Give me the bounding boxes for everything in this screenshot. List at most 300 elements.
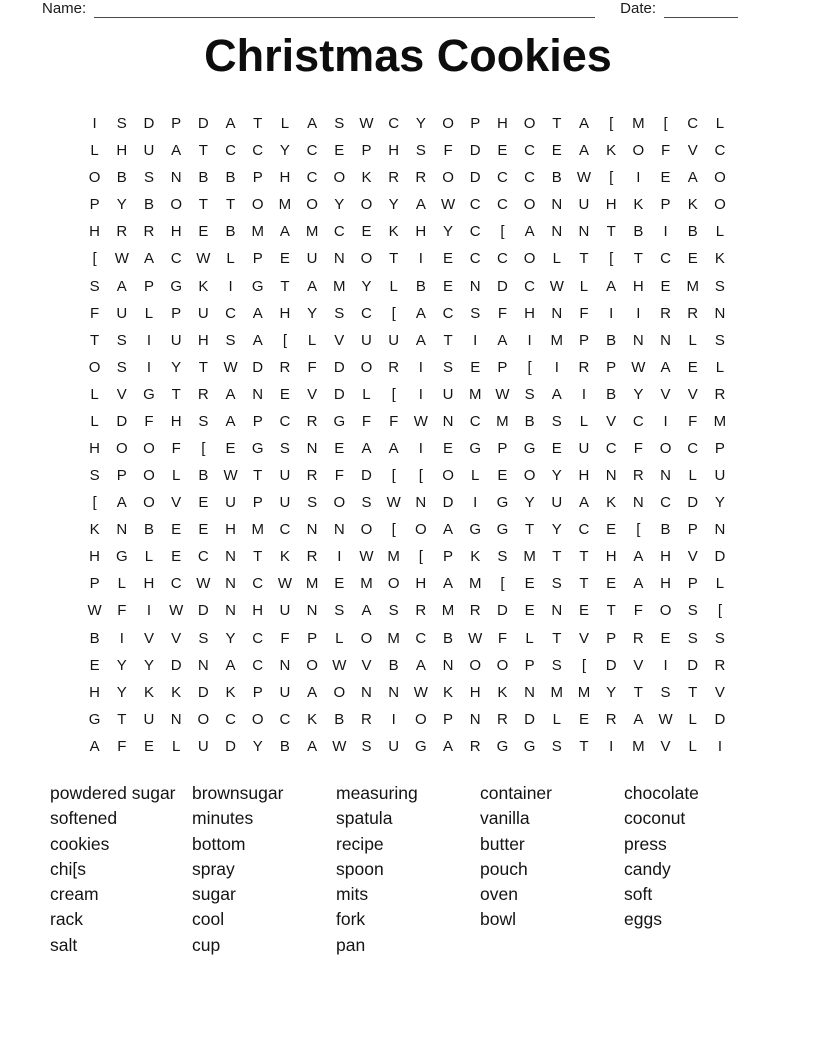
grid-letter: R (116, 223, 128, 241)
grid-letter: E (524, 575, 535, 593)
grid-letter: N (660, 467, 671, 485)
word-item: pouch (480, 858, 528, 879)
grid-letter: N (632, 331, 644, 349)
grid-letter: O (415, 710, 427, 728)
grid-letter: O (251, 710, 264, 728)
grid-letter: P (578, 331, 589, 349)
grid-letter: M (468, 575, 482, 593)
grid-letter: R (279, 358, 291, 376)
grid-letter: H (279, 304, 291, 322)
grid-letter: B (334, 710, 345, 728)
grid-row (81, 733, 734, 760)
grid-letter: A (307, 277, 318, 295)
grid-letter: N (388, 683, 400, 701)
grid-letter: P (252, 250, 263, 268)
grid-letter: A (361, 439, 372, 457)
grid-letter: A (116, 494, 127, 512)
grid-letter: N (660, 331, 671, 349)
grid-letter: S (89, 467, 100, 485)
grid-letter: H (116, 142, 128, 160)
grid-letter: U (551, 494, 563, 512)
grid-letter: G (496, 494, 509, 512)
grid-letter: I (663, 223, 668, 241)
grid-letter: S (470, 304, 481, 322)
grid-letter: C (225, 304, 236, 322)
grid-letter: B (415, 277, 426, 295)
grid-letter: E (578, 602, 589, 620)
grid-letter: P (687, 575, 698, 593)
grid-letter: U (578, 196, 590, 214)
grid-letter: C (714, 142, 726, 160)
grid-letter: S (361, 737, 372, 755)
grid-letter: C (252, 629, 264, 647)
grid-letter: W (114, 250, 129, 268)
grid-letter: G (496, 737, 509, 755)
grid-letter: M (523, 548, 536, 566)
grid-letter: I (636, 169, 641, 187)
word-item: eggs (624, 909, 662, 930)
grid-letter: K (388, 223, 399, 241)
grid-letter: N (442, 412, 454, 430)
grid-letter: G (469, 521, 482, 539)
grid-letter: W (196, 575, 211, 593)
grid-letter: Y (116, 683, 127, 701)
grid-letter: S (551, 656, 562, 674)
grid-letter: R (605, 710, 617, 728)
grid-letter: T (198, 142, 208, 160)
grid-letter: M (550, 683, 564, 701)
grid-letter: S (714, 331, 725, 349)
puzzle-grid (81, 110, 734, 760)
grid-letter: H (415, 575, 427, 593)
grid-letter: C (524, 277, 536, 295)
grid-letter: H (197, 331, 209, 349)
grid-letter: H (170, 412, 182, 430)
grid-letter: P (443, 548, 454, 566)
grid-letter: B (524, 412, 535, 430)
grid-letter: C (632, 412, 644, 430)
grid-letter: V (116, 385, 127, 403)
grid-letter: L (579, 412, 589, 430)
grid-letter: P (307, 629, 318, 647)
word-list-column (480, 781, 624, 958)
grid-letter: O (197, 710, 210, 728)
grid-letter: I (92, 115, 97, 133)
grid-letter: D (252, 358, 264, 376)
grid-letter: L (552, 710, 561, 728)
grid-letter: C (279, 412, 291, 430)
grid-letter: K (606, 142, 617, 160)
grid-letter: T (90, 331, 100, 349)
grid-letter: Y (415, 115, 426, 133)
grid-letter: R (415, 169, 427, 187)
grid-letter: A (578, 494, 589, 512)
grid-letter: [ (500, 223, 505, 241)
grid-letter: C (388, 115, 400, 133)
grid-letter: P (252, 169, 263, 187)
word-item: fork (336, 909, 366, 930)
grid-letter: M (686, 277, 699, 295)
grid-letter: O (659, 439, 672, 457)
grid-letter: W (413, 412, 428, 430)
grid-letter: F (361, 412, 372, 430)
grid-letter: D (496, 277, 508, 295)
grid-letter: H (660, 548, 671, 566)
grid-letter: N (225, 602, 236, 620)
grid-letter: L (90, 142, 99, 160)
grid-letter: F (334, 467, 344, 485)
grid-letter: G (496, 521, 509, 539)
grid-letter: A (225, 385, 236, 403)
grid-letter: T (253, 467, 263, 485)
grid-letter: O (632, 142, 645, 160)
grid-letter: W (359, 548, 374, 566)
grid-letter: A (524, 223, 535, 241)
grid-letter: W (413, 683, 428, 701)
grid-letter: [ (418, 467, 423, 485)
grid-letter: O (170, 196, 182, 214)
word-item: mits (336, 884, 369, 905)
grid-letter: Y (143, 656, 154, 674)
grid-letter: F (633, 439, 643, 457)
grid-letter: R (143, 223, 155, 241)
grid-letter: A (307, 115, 318, 133)
grid-letter: L (280, 115, 290, 133)
grid-letter: O (659, 602, 672, 620)
grid-letter: M (441, 602, 455, 620)
grid-letter: G (143, 385, 155, 403)
grid-letter: O (714, 196, 726, 214)
grid-letter: H (469, 683, 481, 701)
grid-letter: W (196, 250, 211, 268)
grid-letter: [ (92, 250, 97, 268)
grid-letter: R (687, 304, 699, 322)
grid-letter: W (359, 115, 374, 133)
grid-letter: O (306, 196, 318, 214)
grid-letter: E (497, 142, 508, 160)
grid-row (81, 597, 734, 624)
grid-letter: [ (581, 656, 587, 674)
word-list-column (192, 781, 336, 958)
grid-letter: U (279, 602, 291, 620)
grid-letter: D (197, 602, 209, 620)
grid-letter: E (361, 223, 372, 241)
grid-letter: P (171, 115, 182, 133)
grid-letter: P (143, 277, 154, 295)
grid-letter: M (251, 521, 264, 539)
grid-letter: [ (92, 494, 97, 512)
grid-letter: I (337, 548, 342, 566)
grid-letter: M (713, 412, 727, 430)
grid-letter: E (606, 575, 617, 593)
grid-letter: C (524, 169, 536, 187)
grid-letter: L (552, 250, 561, 268)
grid-letter: H (89, 548, 101, 566)
grid-letter: D (333, 358, 345, 376)
grid-row (81, 408, 734, 435)
grid-letter: I (418, 439, 423, 457)
grid-row (81, 272, 734, 299)
grid-letter: M (305, 223, 319, 241)
grid-letter: H (632, 277, 644, 295)
grid-letter: N (551, 196, 563, 214)
grid-letter: D (714, 548, 726, 566)
grid-letter: F (497, 304, 507, 322)
grid-letter: C (361, 304, 372, 322)
grid-letter: M (468, 385, 482, 403)
grid-letter: U (279, 683, 291, 701)
grid-letter: S (551, 412, 562, 430)
grid-letter: Y (307, 304, 318, 322)
grid-row (81, 706, 734, 733)
grid-letter: P (89, 196, 100, 214)
grid-letter: I (717, 737, 722, 755)
grid-letter: W (169, 602, 184, 620)
grid-letter: P (606, 358, 617, 376)
grid-letter: B (687, 223, 698, 241)
grid-letter: A (415, 304, 426, 322)
grid-letter: R (306, 467, 318, 485)
grid-letter: R (660, 304, 671, 322)
word-item: press (624, 833, 667, 854)
grid-letter: U (225, 494, 236, 512)
grid-letter: S (307, 494, 318, 512)
grid-letter: O (143, 494, 155, 512)
grid-row (81, 137, 734, 164)
grid-letter: H (415, 223, 427, 241)
grid-letter: C (660, 494, 671, 512)
grid-letter: K (687, 196, 698, 214)
grid-letter: B (279, 737, 290, 755)
word-item: coconut (624, 808, 686, 829)
grid-letter: O (360, 521, 373, 539)
grid-letter: R (306, 548, 318, 566)
grid-row (81, 435, 734, 462)
grid-letter: T (579, 250, 589, 268)
grid-letter: N (524, 683, 536, 701)
grid-letter: D (361, 467, 372, 485)
grid-letter: F (389, 412, 399, 430)
grid-letter: O (333, 494, 346, 512)
grid-letter: P (443, 710, 454, 728)
grid-letter: T (198, 196, 208, 214)
grid-letter: E (497, 467, 508, 485)
grid-letter: P (714, 439, 725, 457)
grid-letter: D (442, 494, 454, 512)
grid-letter: V (714, 683, 725, 701)
grid-letter: S (687, 629, 698, 647)
grid-letter: A (116, 277, 127, 295)
grid-letter: L (525, 629, 534, 647)
grid-letter: T (606, 602, 616, 620)
grid-letter: K (225, 683, 236, 701)
grid-letter: M (360, 575, 373, 593)
grid-letter: Y (225, 629, 236, 647)
grid-letter: T (552, 115, 562, 133)
grid-letter: R (714, 656, 726, 674)
grid-letter: A (633, 710, 644, 728)
grid-letter: R (496, 710, 508, 728)
grid-letter: H (89, 223, 101, 241)
grid-letter: P (470, 115, 481, 133)
grid-letter: G (251, 277, 264, 295)
grid-letter: N (361, 683, 372, 701)
grid-letter: I (418, 385, 423, 403)
grid-row (81, 164, 734, 191)
grid-letter: [ (609, 169, 614, 187)
grid-letter: H (225, 521, 236, 539)
grid-letter: O (523, 115, 536, 133)
grid-letter: S (415, 142, 426, 160)
word-item: cool (192, 909, 225, 930)
grid-letter: H (388, 142, 400, 160)
grid-letter: D (687, 656, 699, 674)
grid-letter: A (415, 656, 426, 674)
grid-letter: F (660, 142, 671, 160)
grid-letter: H (605, 548, 617, 566)
grid-letter: N (306, 602, 318, 620)
grid-letter: O (387, 575, 400, 593)
grid-letter: R (714, 385, 726, 403)
grid-letter: B (606, 331, 617, 349)
grid-letter: W (332, 737, 347, 755)
grid-row (81, 191, 734, 218)
grid-letter: K (470, 548, 481, 566)
grid-letter: K (171, 683, 182, 701)
word-item: measuring (336, 783, 418, 803)
grid-row (81, 489, 734, 516)
grid-letter: P (524, 656, 535, 674)
word-list-column (50, 781, 192, 958)
grid-letter: V (143, 629, 154, 647)
grid-letter: O (88, 169, 101, 187)
grid-letter: I (609, 737, 614, 755)
grid-letter: Y (252, 737, 263, 755)
grid-letter: M (251, 223, 264, 241)
grid-letter: I (473, 331, 478, 349)
grid-letter: N (415, 494, 427, 512)
grid-letter: C (415, 629, 427, 647)
grid-letter: I (473, 494, 478, 512)
word-item: powdered sugar (50, 783, 176, 803)
grid-letter: B (606, 385, 617, 403)
grid-letter: K (198, 277, 209, 295)
grid-letter: O (306, 656, 318, 674)
grid-letter: T (633, 683, 643, 701)
grid-row (81, 381, 734, 408)
grid-letter: Y (524, 494, 535, 512)
grid-letter: D (469, 169, 481, 187)
grid-letter: O (360, 196, 373, 214)
grid-letter: S (116, 331, 127, 349)
grid-letter: O (442, 467, 454, 485)
grid-letter: B (198, 169, 209, 187)
grid-letter: R (388, 169, 400, 187)
grid-letter: C (279, 710, 291, 728)
grid-letter: U (279, 467, 291, 485)
grid-letter: D (496, 602, 508, 620)
grid-letter: W (223, 358, 238, 376)
grid-letter: V (687, 142, 698, 160)
grid-letter: Y (116, 656, 127, 674)
word-item: container (480, 783, 552, 803)
grid-letter: N (306, 439, 318, 457)
grid-letter: V (606, 412, 617, 430)
grid-letter: Y (388, 196, 399, 214)
grid-letter: N (442, 656, 454, 674)
grid-letter: L (335, 629, 344, 647)
grid-letter: N (170, 169, 182, 187)
grid-letter: T (633, 250, 643, 268)
word-item: cookies (50, 833, 110, 854)
grid-letter: D (687, 494, 699, 512)
grid-letter: W (658, 710, 673, 728)
grid-letter: Y (633, 385, 644, 403)
grid-letter: M (496, 412, 509, 430)
grid-row (81, 516, 734, 543)
name-label: Name: (42, 0, 87, 17)
grid-letter: E (443, 439, 454, 457)
grid-letter: H (578, 467, 590, 485)
grid-letter: G (469, 439, 482, 457)
grid-letter: [ (201, 439, 206, 457)
grid-letter: C (170, 575, 182, 593)
grid-letter: D (197, 683, 209, 701)
date-label: Date: (620, 0, 656, 17)
grid-letter: Y (551, 467, 562, 485)
grid-letter: C (442, 304, 454, 322)
grid-row (81, 218, 734, 245)
word-item: sugar (192, 884, 236, 905)
grid-letter: A (633, 548, 644, 566)
grid-letter: L (307, 331, 317, 349)
grid-letter: D (714, 710, 726, 728)
grid-letter: E (279, 250, 290, 268)
grid-letter: A (279, 223, 290, 241)
grid-letter: Y (171, 358, 182, 376)
grid-letter: K (497, 683, 508, 701)
grid-row (81, 624, 734, 651)
grid-letter: P (660, 196, 671, 214)
grid-letter: T (579, 737, 589, 755)
grid-letter: D (605, 656, 617, 674)
grid-letter: I (554, 358, 559, 376)
grid-letter: A (388, 439, 399, 457)
grid-letter: H (143, 575, 155, 593)
grid-letter: C (524, 142, 536, 160)
grid-letter: E (578, 710, 589, 728)
grid-letter: I (663, 656, 668, 674)
grid-letter: L (389, 277, 398, 295)
grid-letter: A (225, 412, 236, 430)
grid-letter: [ (609, 250, 614, 268)
grid-letter: C (252, 575, 264, 593)
grid-letter: W (576, 169, 592, 187)
grid-letter: K (361, 169, 372, 187)
grid-letter: E (198, 521, 209, 539)
grid-letter: F (579, 304, 589, 322)
grid-letter: C (225, 710, 236, 728)
grid-letter: L (144, 548, 154, 566)
grid-letter: F (144, 412, 154, 430)
grid-letter: N (197, 656, 209, 674)
grid-letter: [ (717, 602, 722, 620)
grid-letter: T (117, 710, 127, 728)
grid-letter: D (116, 412, 128, 430)
grid-row (81, 327, 734, 354)
grid-letter: M (305, 575, 319, 593)
grid-letter: P (171, 304, 182, 322)
